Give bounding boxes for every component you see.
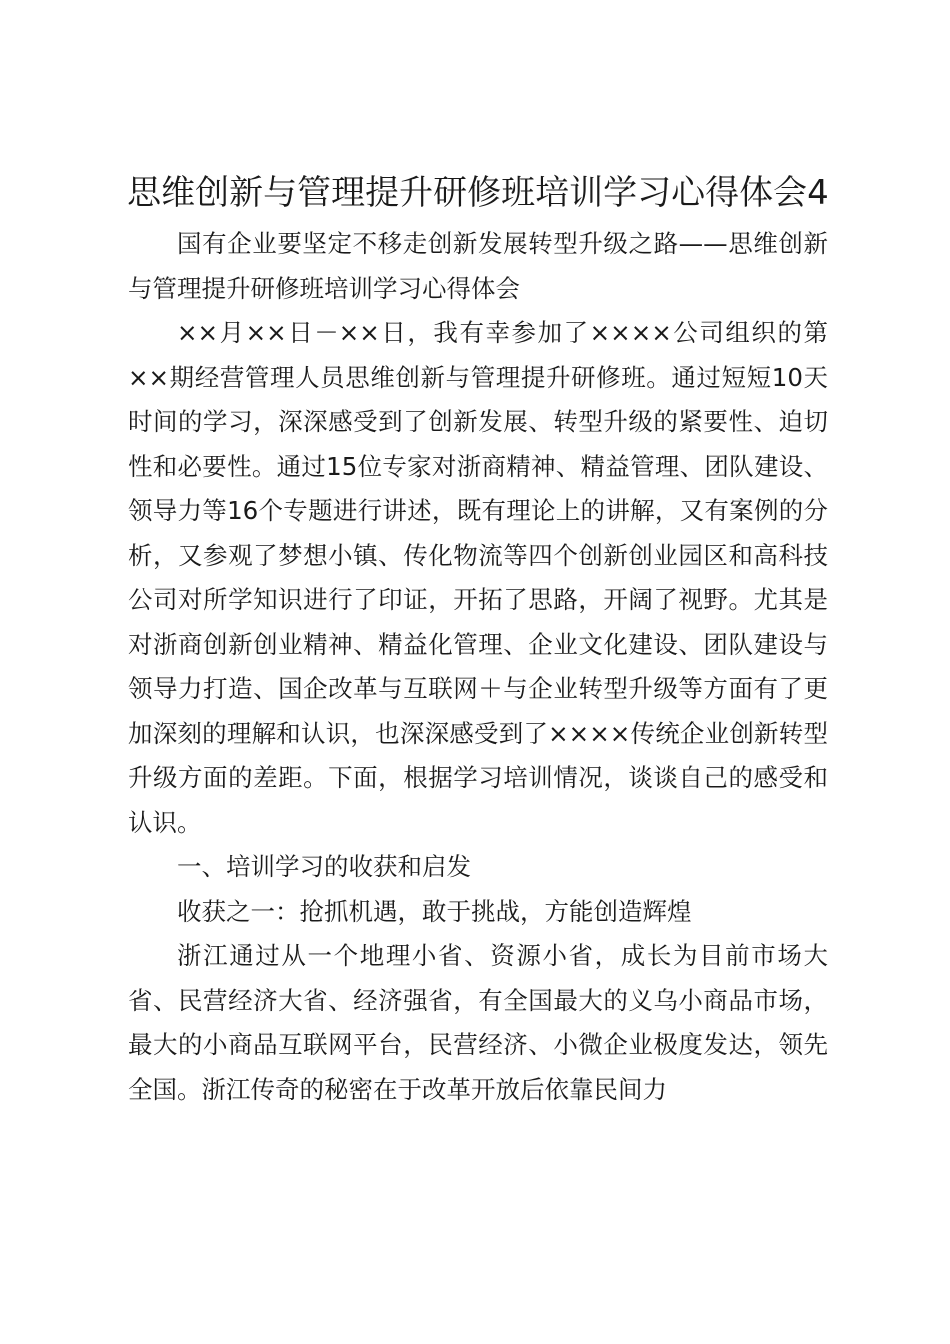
section-heading: 一、培训学习的收获和启发 (177, 852, 471, 881)
body-paragraph: ××月××日－××日，我有幸参加了××××公司组织的第××期经营管理人员思维创新与管理提升研修班。通过短短10天时间的学习，深深感受到了创新发展、转型升级的紧要性、迫切性和必要性。通过15位专家对浙商精神、精益管理、团队建设、领导力等16个专题进行讲述，既有理论上的讲解，又有案例的分析，又参观了梦想小镇、传化物流等四个创新创业园区和高科技公司对所学知识进行了印证，开拓了思路，开阔了视野。尤其是对浙商创新创业精神、精益化管理、企业文化建设、团队建设与领导力打造、国企改革与互联网＋与企业转型升级等方面有了更加深刻的理解和认识，也深深感受到了××××传统企业创新转型升级方面的差距。下面，根据学习培训情况，谈谈自己的感受和认识。 (128, 318, 828, 837)
document-title: 思维创新与管理提升研修班培训学习心得体会4 (127, 173, 829, 213)
document-page (128, 168, 828, 1112)
subsection-heading: 收获之一：抢抓机遇，敢于挑战，方能创造辉煌 (177, 896, 692, 926)
subtitle-paragraph: 国有企业要坚定不移走创新发展转型升级之路——思维创新与管理提升研修班培训学习心得体会 (128, 229, 828, 303)
body-paragraph: 浙江通过从一个地理小省、资源小省，成长为目前市场大省、民营经济大省、经济强省，有全国最大的义乌小商品市场，最大的小商品互联网平台，民营经济、小微企业极度发达，领先全国。浙江传奇的秘密在于改革开放后依靠民间力 (128, 941, 828, 1104)
